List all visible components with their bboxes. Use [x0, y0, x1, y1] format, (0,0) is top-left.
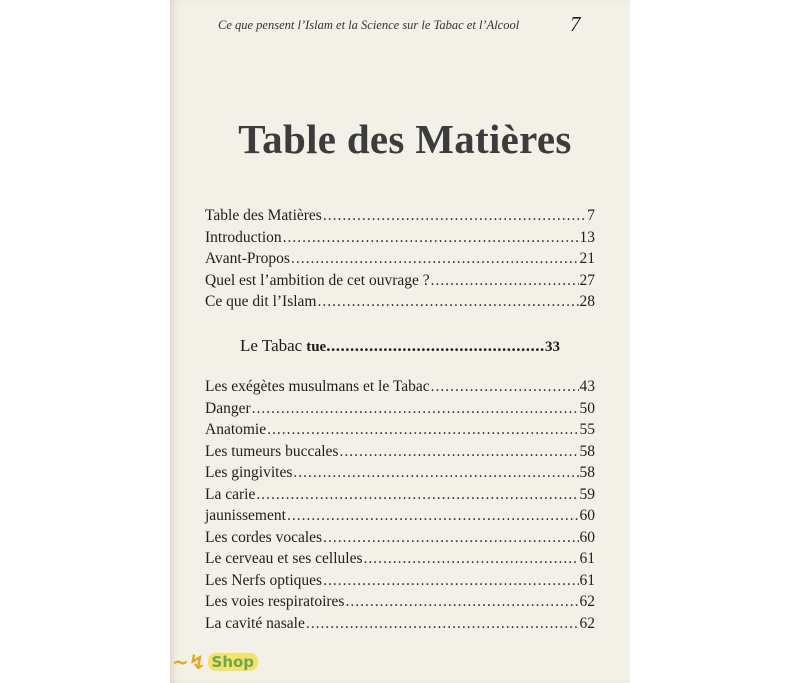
toc-entry: Les gingivites ..... 58: [205, 464, 595, 486]
section-page: 33: [545, 339, 560, 355]
toc-entry: Ce que dit l’Islam ..... 28: [205, 293, 595, 315]
toc-entry: Quel est l’ambition de cet ouvrage ? ..... 27: [205, 272, 595, 294]
toc-entry: jaunissement ..... 60: [205, 507, 595, 529]
toc-entry: Les tumeurs buccales ..... 58: [205, 443, 595, 465]
page-number: 7: [570, 12, 581, 36]
toc-section-heading: [240, 336, 560, 356]
toc-entry: Le cerveau et ses cellules ..... 61: [205, 550, 595, 572]
toc-entry: Les exégètes musulmans et le Tabac ..... 43: [205, 378, 595, 400]
toc-entry: Les cordes vocales ..... 60: [205, 529, 595, 551]
toc-entry: Avant-Propos ..... 21: [205, 250, 595, 272]
section-bold-word: tue: [306, 339, 327, 355]
toc-entry: La cavité nasale ..... 62: [205, 615, 595, 637]
toc-entry: Table des Matières ..... 7: [205, 207, 595, 229]
shop-logo: [172, 650, 258, 674]
toc-entry: Anatomie ..... 55: [205, 421, 595, 443]
toc-entry: Introduction ..... 13: [205, 229, 595, 251]
toc-entry: Danger ..... 50: [205, 400, 595, 422]
logo-text: Shop: [208, 653, 259, 671]
toc-list-1: [205, 207, 595, 315]
toc-entry: Les voies respiratoires ..... 62: [205, 593, 595, 615]
swirl-icon: ~↯: [172, 650, 206, 674]
toc-entry: La carie ..... 59: [205, 486, 595, 508]
section-title: Le Tabac: [240, 336, 303, 355]
toc-entry: Les Nerfs optiques ..... 61: [205, 572, 595, 594]
toc-list-2: [205, 378, 595, 636]
page-title: Table des Matières: [238, 116, 572, 162]
running-header: Ce que pensent l’Islam et la Science sur le Tabac et l’Alcool: [218, 18, 520, 32]
